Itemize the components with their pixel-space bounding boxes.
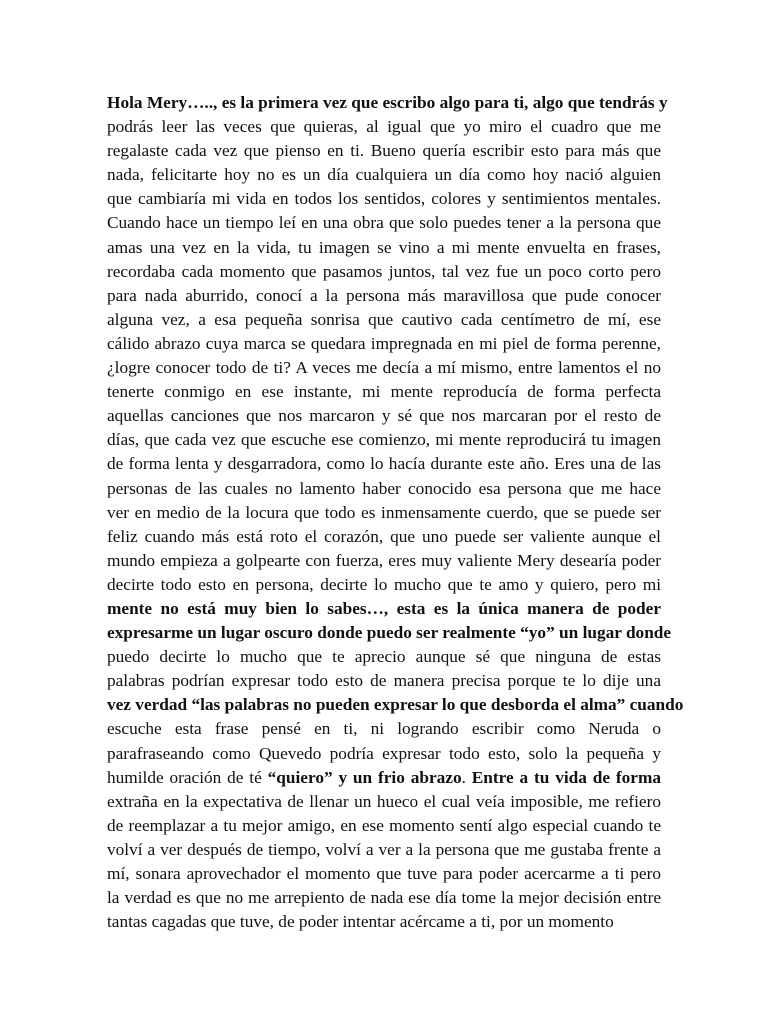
- text-run: amas una vez en la vida, tu imagen se vino a mi mente envuelta en frases,: [107, 237, 661, 257]
- text-run: días, que cada vez que escuche ese comienzo, mi mente reproducirá tu imagen: [107, 430, 661, 450]
- text-line: [107, 645, 661, 669]
- text-line: [107, 163, 661, 187]
- text-line: [107, 573, 661, 597]
- text-run: feliz cuando más está roto el corazón, que uno puede ser valiente aunque el: [107, 526, 661, 546]
- bold-text-run: vez verdad “las palabras no pueden expresar lo que desborda el alma” cuando: [107, 695, 684, 715]
- text-run: extraña en la expectativa de llenar un hueco el cual veía imposible, me refiero: [107, 791, 661, 811]
- text-line: [107, 452, 661, 476]
- text-run: puedo decirte lo mucho que te aprecio aunque sé que ninguna de estas: [107, 647, 661, 667]
- text-run: personas de las cuales no lamento haber conocido esa persona que me hace: [107, 478, 661, 498]
- text-line: [107, 766, 661, 790]
- bold-text-run: Entre a tu vida de forma: [471, 767, 661, 787]
- text-line: [107, 115, 661, 139]
- text-run: tenerte conmigo en ese instante, mi mente reproducía de forma perfecta: [107, 382, 661, 402]
- text-run: ver en medio de la locura que todo es inmensamente cuerdo, que se puede ser: [107, 502, 661, 522]
- text-line: [107, 549, 661, 573]
- text-line: [107, 91, 668, 115]
- text-run: parafraseando como Quevedo podría expresar todo esto, solo la pequeña y: [107, 743, 661, 763]
- text-run: podrás leer las veces que quieras, al igual que yo miro el cuadro que me: [107, 117, 661, 137]
- text-line: [107, 814, 661, 838]
- bold-text-run: Hola Mery….., es la primera vez que escribo algo para ti, algo que tendrás y: [107, 93, 668, 112]
- text-run: palabras podrían expresar todo esto de manera precisa porque te lo dije una: [107, 671, 661, 691]
- text-run: Cuando hace un tiempo leí en una obra que solo puedes tener a la persona que: [107, 213, 661, 233]
- text-run: mí, sonara aprovechador el momento que tuve para poder acercarme a ti pero: [107, 864, 661, 883]
- text-line: [107, 838, 661, 862]
- text-run: mundo empieza a golpearte con fuerza, eres muy valiente Mery desearía poder: [107, 550, 661, 570]
- text-line: [107, 886, 661, 910]
- text-run: humilde oración de té: [107, 767, 268, 787]
- text-line: [107, 308, 661, 332]
- text-line: [107, 717, 661, 741]
- text-line: [107, 380, 661, 404]
- text-run: escuche esta frase pensé en ti, ni logrando escribir como Neruda o: [107, 719, 661, 739]
- text-line: [107, 525, 661, 549]
- text-line: [107, 332, 661, 356]
- letter-body: [107, 91, 684, 934]
- text-run: decirte todo esto en persona, decirte lo mucho que te amo y quiero, pero mi: [107, 574, 661, 594]
- text-line: [107, 621, 672, 645]
- text-run: .: [461, 767, 472, 787]
- text-line: [107, 597, 661, 621]
- bold-text-run: mente no está muy bien lo sabes…, esta es la única manera de poder: [107, 598, 661, 618]
- text-line: [107, 284, 661, 308]
- text-run: de forma lenta y desgarradora, como lo hacía durante este año. Eres una de las: [107, 454, 661, 474]
- text-run: ¿logre conocer todo de ti? A veces me decía a mí mismo, entre lamentos el no: [107, 358, 661, 378]
- text-run: aquellas canciones que nos marcaron y sé que nos marcaran por el resto de: [107, 406, 661, 426]
- text-line: [107, 477, 661, 501]
- text-line: [107, 910, 661, 934]
- text-line: [107, 139, 661, 163]
- text-run: de reemplazar a tu mejor amigo, en ese momento sentí algo especial cuando te: [107, 815, 661, 835]
- text-line: [107, 356, 661, 380]
- text-run: regalaste cada vez que pienso en ti. Bueno quería escribir esto para más que: [107, 141, 661, 161]
- text-run: que cambiaría mi vida en todos los sentidos, colores y sentimientos mentales.: [107, 189, 661, 209]
- text-line: [107, 236, 661, 260]
- text-line: [107, 404, 661, 428]
- text-line: [107, 669, 661, 693]
- text-run: para nada aburrido, conocí a la persona más maravillosa que pude conocer: [107, 285, 661, 305]
- text-line: [107, 211, 661, 235]
- text-run: nada, felicitarte hoy no es un día cualquiera un día como hoy nació alguien: [107, 165, 661, 185]
- bold-text-run: expresarme un lugar oscuro donde puedo ser realmente “yo” un lugar donde: [107, 623, 672, 643]
- text-run: tantas cagadas que tuve, de poder intentar acércame a ti, por un momento: [107, 912, 614, 932]
- text-line: [107, 693, 684, 717]
- text-line: [107, 501, 661, 525]
- text-line: [107, 862, 661, 886]
- text-run: la verdad es que no me arrepiento de nada ese día tome la mejor decisión entre: [107, 888, 661, 908]
- text-line: [107, 260, 661, 284]
- text-line: [107, 187, 661, 211]
- text-line: [107, 428, 661, 452]
- text-run: alguna vez, a esa pequeña sonrisa que cautivo cada centímetro de mí, ese: [107, 309, 661, 329]
- text-run: volví a ver después de tiempo, volví a ver a la persona que me gustaba frente a: [107, 839, 661, 859]
- text-line: [107, 790, 661, 814]
- bold-text-run: “quiero” y un frio abrazo: [267, 767, 462, 787]
- text-run: recordaba cada momento que pasamos juntos, tal vez fue un poco corto pero: [107, 261, 661, 281]
- text-run: cálido abrazo cuya marca se quedara impregnada en mi piel de forma perenne,: [107, 333, 661, 353]
- text-line: [107, 742, 661, 766]
